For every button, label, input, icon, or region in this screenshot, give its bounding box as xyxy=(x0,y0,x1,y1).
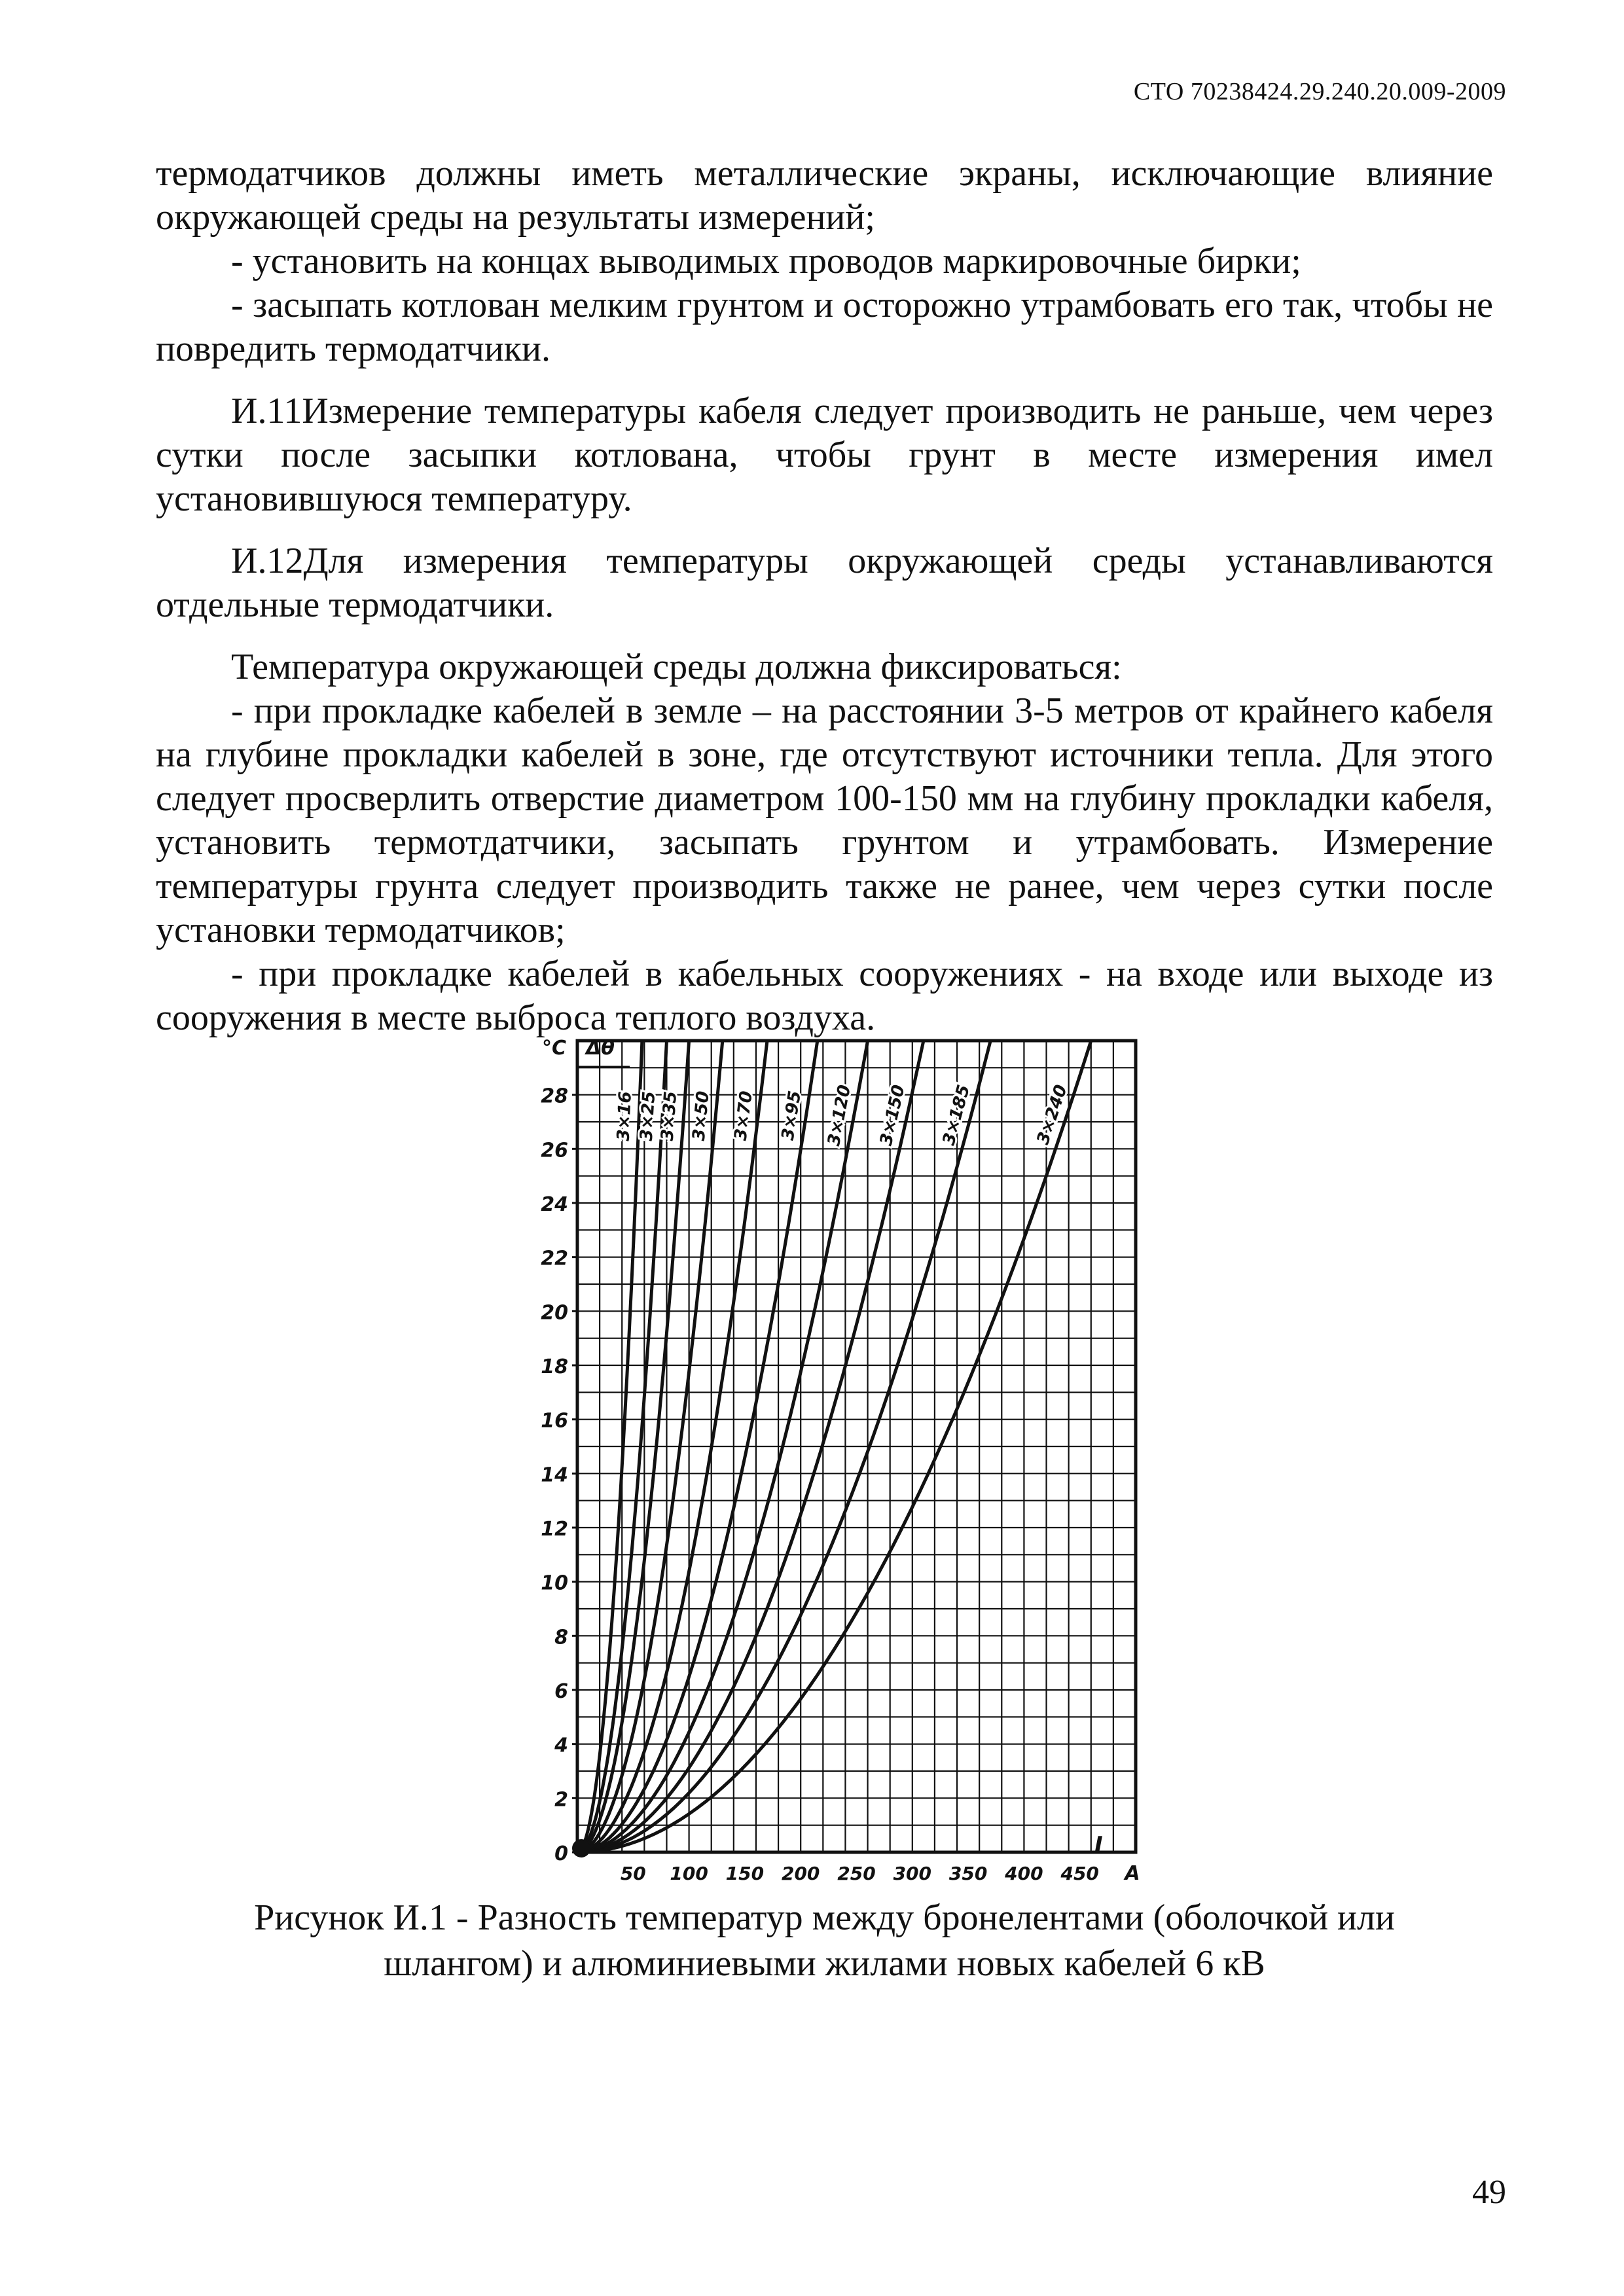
x-tick-label: 50 xyxy=(620,1863,646,1882)
x-axis-unit: A xyxy=(1125,1862,1140,1882)
series-label: 3×50 xyxy=(689,1090,713,1142)
paragraph: - засыпать котлован мелким грунтом и осторожно утрамбовать его так, чтобы не повредить термодатчики. xyxy=(156,285,1493,369)
y-tick-label: 0 xyxy=(554,1842,568,1865)
page-number: 49 xyxy=(1472,2174,1506,2211)
x-tick-label: 100 xyxy=(670,1863,708,1882)
y-tick-label: 22 xyxy=(541,1247,568,1270)
y-axis-unit: °C xyxy=(542,1037,567,1060)
paragraph: И.11Измерение температуры кабеля следует производить не раньше, чем через сутки после засыпки котлована, чтобы грунт в месте измерения имел установившуюся температуру. xyxy=(156,391,1493,519)
chart-svg xyxy=(524,1031,1152,1882)
series-label: 3×185 xyxy=(939,1083,975,1148)
y-tick-label: 14 xyxy=(541,1463,568,1487)
x-tick-label: 400 xyxy=(1005,1863,1043,1882)
figure-caption xyxy=(156,1895,1493,1986)
y-tick-label: 8 xyxy=(554,1626,568,1649)
series-label: 3×120 xyxy=(824,1083,855,1148)
y-tick-label: 28 xyxy=(541,1085,568,1108)
y-tick-label: 16 xyxy=(541,1409,568,1433)
series-label: 3×35 xyxy=(657,1090,681,1142)
x-tick-label: 450 xyxy=(1060,1863,1099,1882)
series-label: 3×95 xyxy=(778,1089,806,1142)
origin-marker xyxy=(572,1839,590,1857)
x-tick-label: 150 xyxy=(725,1863,765,1882)
y-tick-label: 2 xyxy=(554,1788,568,1812)
series-label: 3×240 xyxy=(1033,1082,1072,1147)
y-tick-label: 10 xyxy=(541,1571,568,1595)
y-tick-label: 4 xyxy=(554,1734,568,1757)
caption-line-2: шлангом) и алюминиевыми жилами новых кабелей 6 кВ xyxy=(384,1943,1265,1984)
paragraph: Температура окружающей среды должна фиксироваться: xyxy=(231,647,1122,687)
y-tick-label: 18 xyxy=(541,1355,568,1378)
x-tick-label: 300 xyxy=(893,1863,932,1882)
document-code: СТО 70238424.29.240.20.009-2009 xyxy=(1133,78,1506,105)
paragraph: - при прокладке кабелей в кабельных сооружениях - на входе или выходе из сооружения в месте выброса теплого воздуха. xyxy=(156,954,1493,1038)
chart-curves xyxy=(572,1041,1091,1857)
y-tick-label: 6 xyxy=(554,1680,568,1703)
temperature-difference-chart xyxy=(524,1031,1152,1882)
x-tick-label: 200 xyxy=(781,1863,820,1882)
y-tick-label: 20 xyxy=(541,1301,568,1325)
x-tick-label: 250 xyxy=(837,1863,876,1882)
body-text xyxy=(156,152,1493,1040)
delta-theta-label: Δθ xyxy=(586,1037,615,1060)
y-tick-label: 24 xyxy=(541,1193,568,1216)
caption-line-1: Рисунок И.1 - Разность температур между бронелентами (оболочкой или xyxy=(254,1897,1395,1938)
series-label: 3×150 xyxy=(876,1083,909,1148)
y-tick-label: 12 xyxy=(541,1518,568,1541)
y-tick-label: 26 xyxy=(541,1139,568,1162)
series-label: 3×16 xyxy=(613,1090,636,1142)
series-label: 3×25 xyxy=(636,1090,660,1142)
paragraph: И.12Для измерения температуры окружающей среды устанавливаются отдельные термодатчики. xyxy=(156,541,1493,625)
paragraph: - установить на концах выводимых проводов маркировочные бирки; xyxy=(231,241,1301,281)
region-label: I xyxy=(1094,1832,1103,1858)
series-label: 3×70 xyxy=(731,1090,757,1142)
x-tick-label: 350 xyxy=(948,1863,988,1882)
paragraph: - при прокладке кабелей в земле – на расстоянии 3-5 метров от крайнего кабеля на глубине прокладки кабелей в зоне, где отсутствуют источники тепла. Для этого следует просверлить отверстие диаметром 100-150 мм на глубину прокладки кабеля, установить термотдатчики, засыпать грунтом и утрамбовать. Измерение температуры грунта следует производить также не ранее, чем через сутки после установки термодатчиков; xyxy=(156,691,1493,950)
paragraph: термодатчиков должны иметь металлические экраны, исключающие влияние окружающей среды на результаты измерений; xyxy=(156,153,1493,238)
